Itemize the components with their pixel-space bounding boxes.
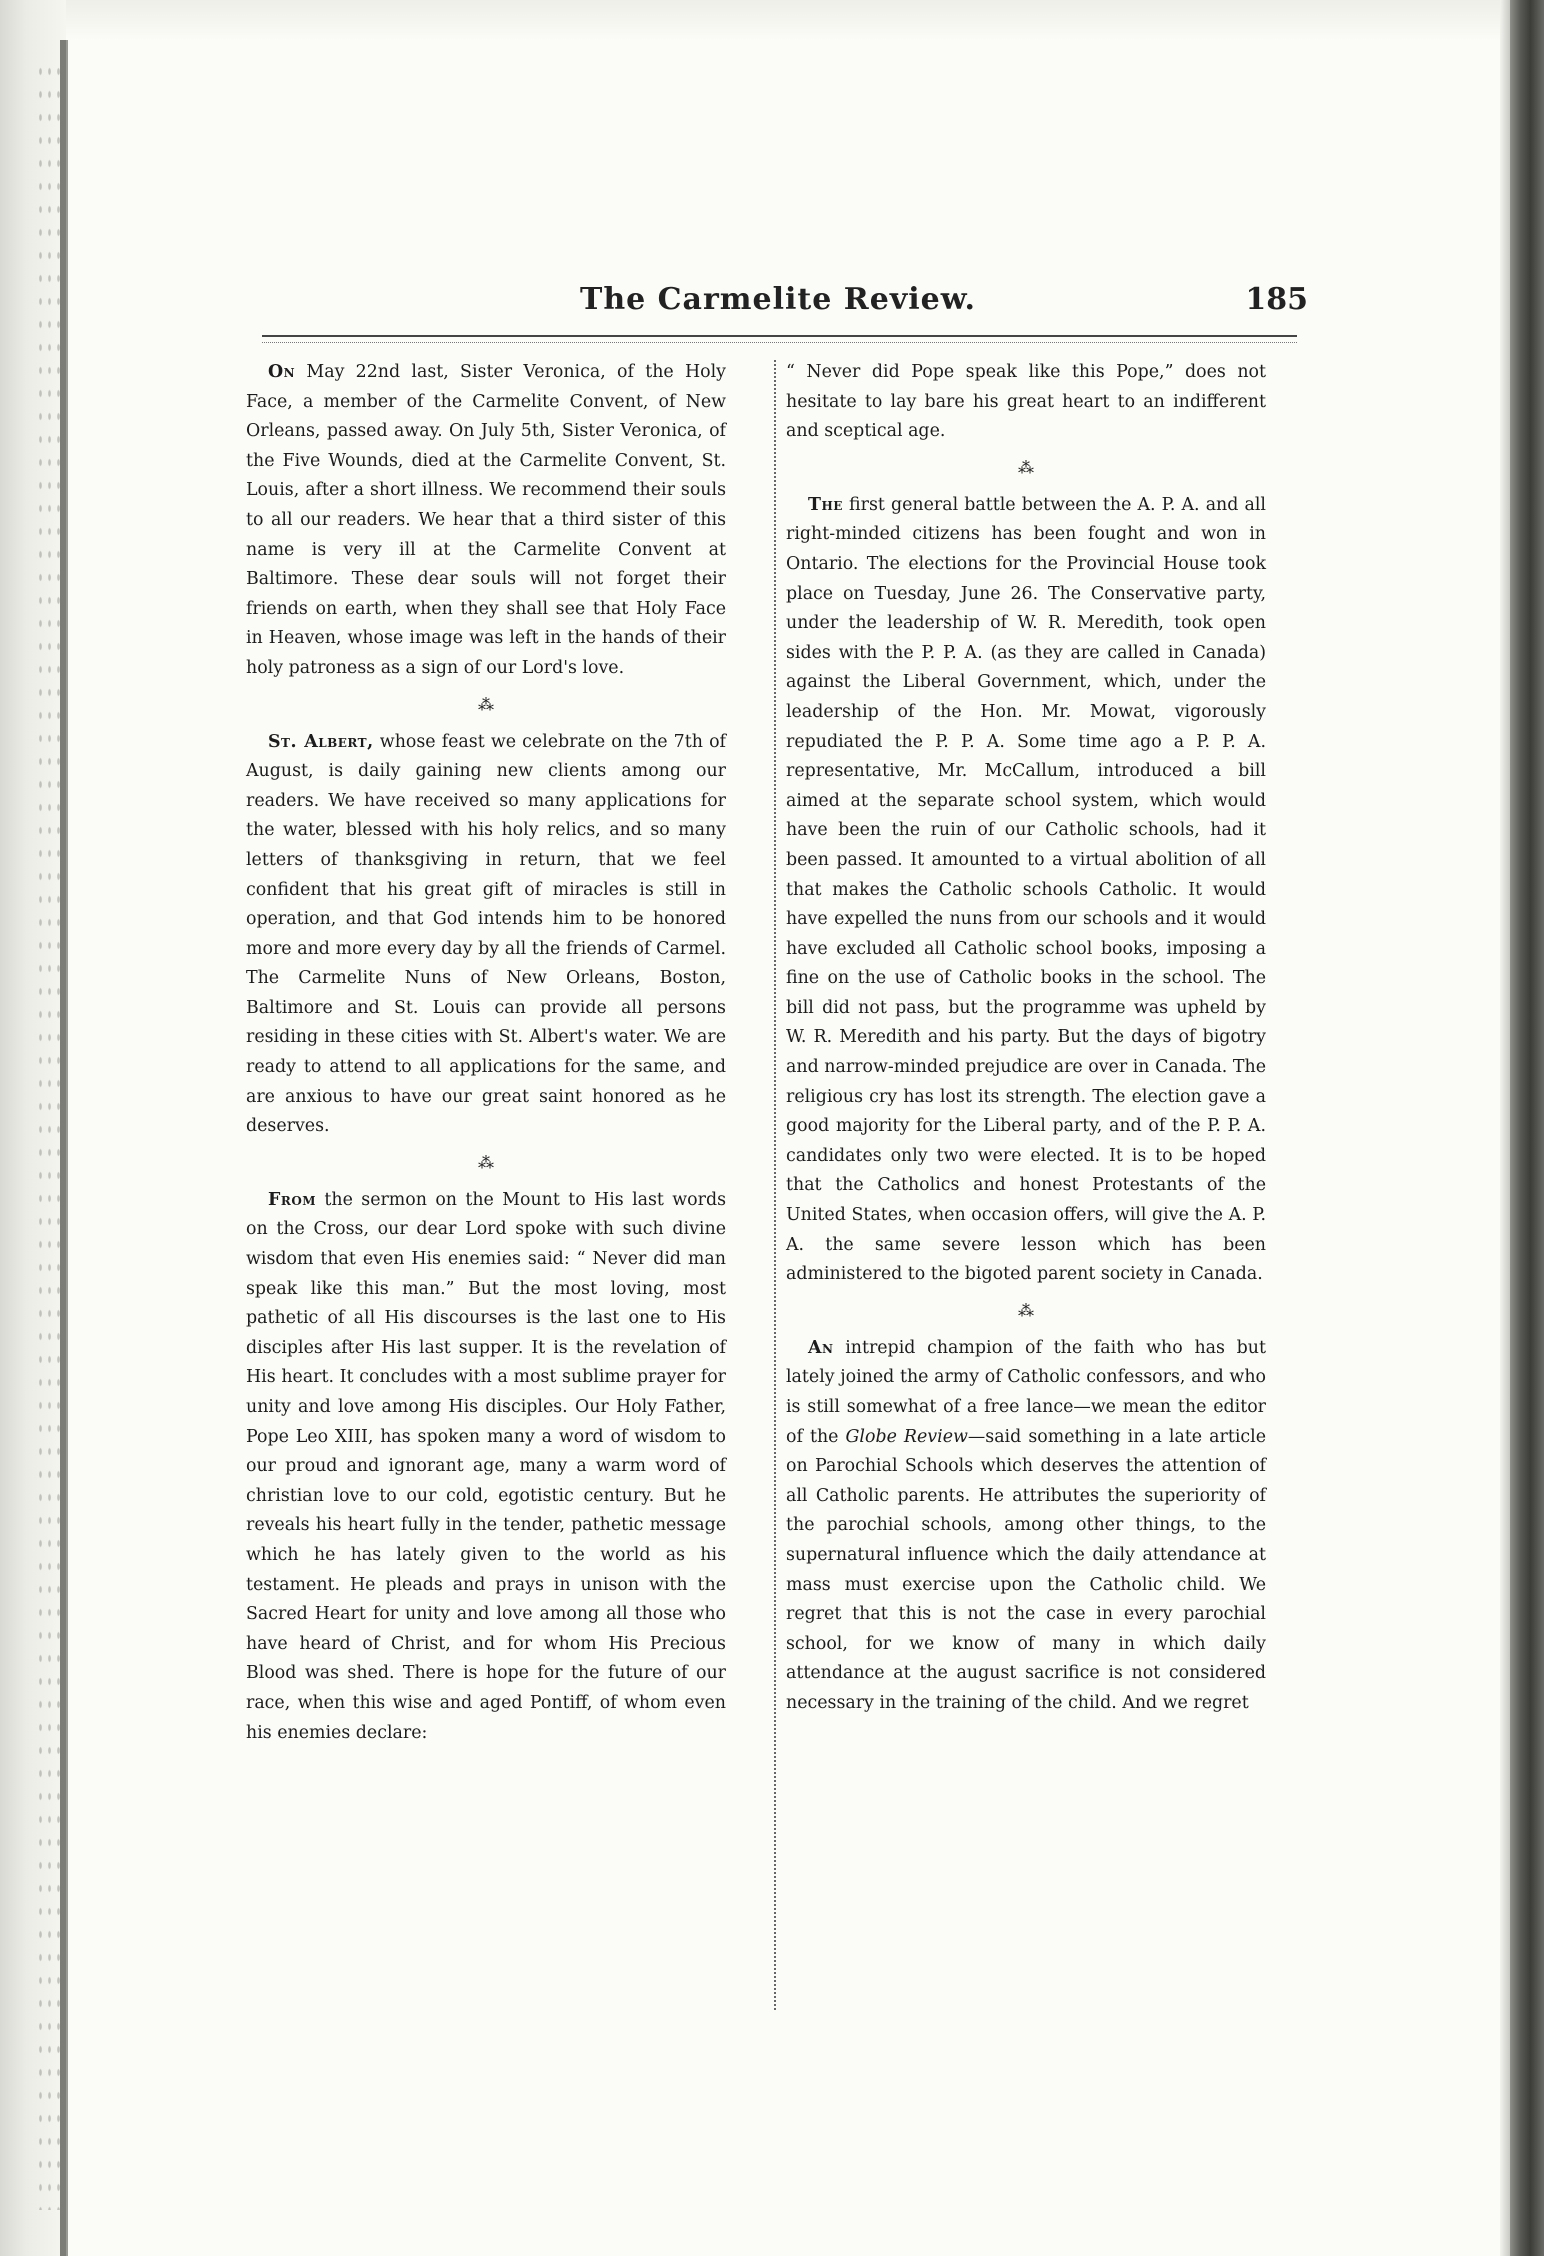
section-ornament: ⁂ — [1018, 1300, 1034, 1320]
book-spine-right — [1510, 0, 1544, 2256]
section-ornament: ⁂ — [1018, 457, 1034, 477]
paragraph-text: —said something in a late article on Parochial Schools which deserves the attention of all Catholic parents. He attributes the superiority of the parochial schools, among other things, to the supernatural influence which the daily attendance at mass must exercise upon the Catholic child. We regret that this is not the case in every parochial school, for we know of many in which daily attendance at the august sacrifice is not considered necessary in the training of the child. And we regret — [786, 1426, 1266, 1713]
binding-edge — [60, 40, 66, 2256]
running-head — [248, 282, 1308, 332]
page-edge-right — [1500, 0, 1510, 2256]
right-column — [786, 358, 1266, 1719]
left-column — [246, 358, 726, 1748]
continued-paragraph: “ Never did Pope speak like this Pope,” does not hesitate to lay bare his great heart to an indifferent and sceptical age. — [786, 362, 1266, 442]
lead-word: St. Albert, — [268, 731, 374, 752]
journal-title: The Carmelite Review. — [580, 282, 976, 317]
page-number: 185 — [1245, 282, 1308, 317]
publication-title: Globe Review — [845, 1426, 968, 1447]
paragraph-text: first general battle between the A. P. A. and all right-minded citizens has been fought and won in Ontario. The elections for the Provincial House took place on Tuesday, June 26. The Conservative party, under the leadership of W. R. Meredith, took open sides with the P. P. A. (as they are called in Canada) against the Liberal Government, which, under the leadership of the Hon. Mr. Mowat, vigorously repudiated the P. P. A. Some time ago a P. P. A. representative, Mr. McCallum, introduced a bill aimed at the separate school system, which would have been the ruin of our Catholic schools, had it been passed. It amounted to a virtual abolition of all that makes the Catholic schools Catholic. It would have expelled the nuns from our schools and it would have excluded all Catholic school books, imposing a fine on the use of Catholic books in the school. The bill did not pass, but the programme was upheld by W. R. Meredith and his party. But the days of bigotry and narrow-minded prejudice are over in Canada. The religious cry has lost its strength. The election gave a good majority for the Liberal party, and of the P. P. A. candidates only two were elected. It is to be hoped that the Catholics and honest Protestants of the United States, when occasion offers, will give the A. P. A. the same severe lesson which has been administered to the bigoted parent society in Canada. — [786, 494, 1266, 1285]
paragraph-text: whose feast we celebrate on the 7th of August, is daily gaining new clients among our readers. We have received so many applications for the water, blessed with his holy relics, and so many letters of thanksgiving in return, that we feel confident that his great gift of miracles is still in operation, and that God intends him to be honored more and more every day by all the friends of Carmel. The Carmelite Nuns of New Orleans, Boston, Baltimore and St. Louis can provide all persons residing in these cities with St. Albert's water. We are ready to attend to all applications for the same, and are anxious to have our great saint honored as he deserves. — [246, 731, 726, 1137]
article-paragraph — [246, 1186, 726, 1748]
lead-word: The — [808, 494, 843, 515]
lead-word: From — [268, 1189, 317, 1210]
header-rule — [262, 335, 1297, 337]
column-divider — [774, 360, 776, 2010]
article-paragraph — [246, 358, 726, 684]
top-shadow — [66, 0, 1510, 40]
header-rule-dotted — [262, 342, 1297, 343]
article-paragraph — [246, 728, 726, 1142]
section-ornament: ⁂ — [478, 1152, 494, 1172]
paragraph-text: intrepid champion of the faith who has but lately joined the army of Catholic confessors, and who is still somewhat of a free lance—we mean the editor of the — [786, 1337, 1266, 1447]
paragraph-text: the sermon on the Mount to His last words on the Cross, our dear Lord spoke with such divine wisdom that even His enemies said: “ Never did man speak like this man.” But the most loving, most pathetic of all His discourses is the last one to His disciples after His last supper. It is the revelation of His heart. It concludes with a most sublime prayer for unity and love among His disciples. Our Holy Father, Pope Leo XIII, has spoken many a word of wisdom to our proud and ignorant age, many a warm word of christian love to our cold, egotistic century. But he reveals his heart fully in the tender, pathetic message which he has lately given to the world as his testament. He pleads and prays in unison with the Sacred Heart for unity and love among all those who have heard of Christ, and for whom His Precious Blood was shed. There is hope for the future of our race, when this wise and aged Pontiff, of whom even his enemies declare: — [246, 1189, 726, 1743]
lead-word: An — [808, 1337, 834, 1358]
lead-word: On — [268, 362, 296, 382]
paragraph-text: May 22nd last, Sister Veronica, of the Holy Face, a member of the Carmelite Convent, of New Orleans, passed away. On July 5th, Sister Veronica, of the Five Wounds, died at the Carmelite Convent, St. Louis, after a short illness. We recommend their souls to all our readers. We hear that a third sister of this name is very ill at the Carmelite Convent at Baltimore. These dear souls will not forget their friends on earth, when they shall see that Holy Face in Heaven, whose image was left in the hands of their holy patroness as a sign of our Lord's love. — [246, 362, 726, 678]
article-paragraph — [786, 1334, 1266, 1719]
article-paragraph — [786, 491, 1266, 1290]
section-ornament: ⁂ — [478, 694, 494, 714]
